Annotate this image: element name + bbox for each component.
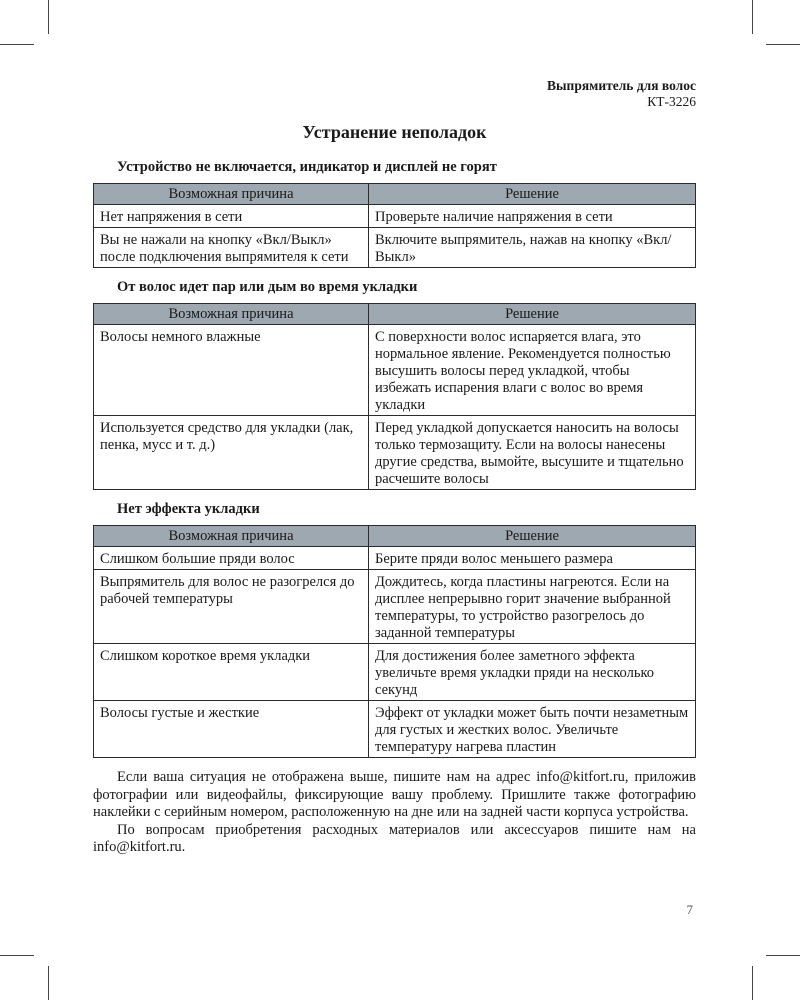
table-row: [94, 205, 696, 228]
cause-cell: Слишком короткое время укладки: [94, 644, 369, 701]
table-header-row: [94, 184, 696, 205]
header-cause: Возможная причина: [94, 526, 369, 547]
solution-cell: Включите выпрямитель, нажав на кнопку «Вкл/Выкл»: [369, 228, 696, 268]
running-header: [93, 78, 696, 110]
header-model: КТ-3226: [647, 94, 696, 109]
troubleshooting-table: [93, 525, 696, 758]
table-row: [94, 325, 696, 416]
header-cause: Возможная причина: [94, 184, 369, 205]
section-heading: Нет эффекта укладки: [117, 501, 260, 517]
document-page: [93, 78, 696, 857]
cause-cell: Слишком большие пряди волос: [94, 547, 369, 570]
solution-cell: Для достижения более заметного эффекта увеличьте время укладки пряди на несколько секунд: [369, 644, 696, 701]
section-heading: От волос идет пар или дым во время укладки: [117, 279, 418, 295]
crop-mark: [766, 44, 800, 45]
section-heading: Устройство не включается, индикатор и дисплей не горят: [117, 159, 497, 175]
table-row: [94, 416, 696, 490]
troubleshooting-table: [93, 183, 696, 268]
cause-cell: Волосы немного влажные: [94, 325, 369, 416]
crop-mark: [752, 0, 753, 34]
table-row: [94, 701, 696, 758]
crop-mark: [0, 44, 34, 45]
contact-paragraph: Если ваша ситуация не отображена выше, пишите нам на адрес info@kitfort.ru, приложив фотографии или видеофайлы, фиксирующие вашу проблему. Пришлите также фотографию наклейки с серийным номером, расположенную на дне или на задней части корпуса устройства.: [93, 769, 696, 820]
table-row: [94, 570, 696, 644]
table-row: [94, 547, 696, 570]
cause-cell: Используется средство для укладки (лак, пенка, мусс и т. д.): [94, 416, 369, 490]
solution-cell: Дождитесь, когда пластины нагреются. Если на дисплее непрерывно горит значение выбранной температуры, то устройство разогрелось до заданной температуры: [369, 570, 696, 644]
troubleshooting-table: [93, 303, 696, 490]
header-product: Выпрямитель для волос: [547, 78, 696, 93]
crop-mark: [48, 0, 49, 34]
solution-cell: С поверхности волос испаряется влага, это нормальное явление. Рекомендуется полностью высушить волосы перед укладкой, чтобы избежать испарения влаги с волос во время укладки: [369, 325, 696, 416]
table-row: [94, 228, 696, 268]
header-solution: Решение: [369, 526, 696, 547]
cause-cell: Волосы густые и жесткие: [94, 701, 369, 758]
table-header-row: [94, 526, 696, 547]
crop-mark: [766, 955, 800, 956]
crop-mark: [0, 955, 34, 956]
page-number: 7: [686, 902, 693, 917]
header-solution: Решение: [369, 304, 696, 325]
solution-cell: Перед укладкой допускается наносить на волосы только термозащиту. Если на волосы нанесены другие средства, вымойте, высушите и тщательно расчешите волосы: [369, 416, 696, 490]
solution-cell: Эффект от укладки может быть почти незаметным для густых и жестких волос. Увеличьте температуру нагрева пластин: [369, 701, 696, 758]
header-solution: Решение: [369, 184, 696, 205]
crop-mark: [752, 966, 753, 1000]
cause-cell: Выпрямитель для волос не разогрелся до рабочей температуры: [94, 570, 369, 644]
solution-cell: Проверьте наличие напряжения в сети: [369, 205, 696, 228]
table-header-row: [94, 304, 696, 325]
header-cause: Возможная причина: [94, 304, 369, 325]
table-row: [94, 644, 696, 701]
crop-mark: [48, 966, 49, 1000]
cause-cell: Нет напряжения в сети: [94, 205, 369, 228]
cause-cell: Вы не нажали на кнопку «Вкл/Выкл» после подключения выпрямителя к сети: [94, 228, 369, 268]
accessories-paragraph: По вопросам приобретения расходных материалов или аксессуаров пишите нам на info@kitfort.ru.: [93, 821, 696, 855]
solution-cell: Берите пряди волос меньшего размера: [369, 547, 696, 570]
page-title: Устранение неполадок: [302, 122, 487, 142]
